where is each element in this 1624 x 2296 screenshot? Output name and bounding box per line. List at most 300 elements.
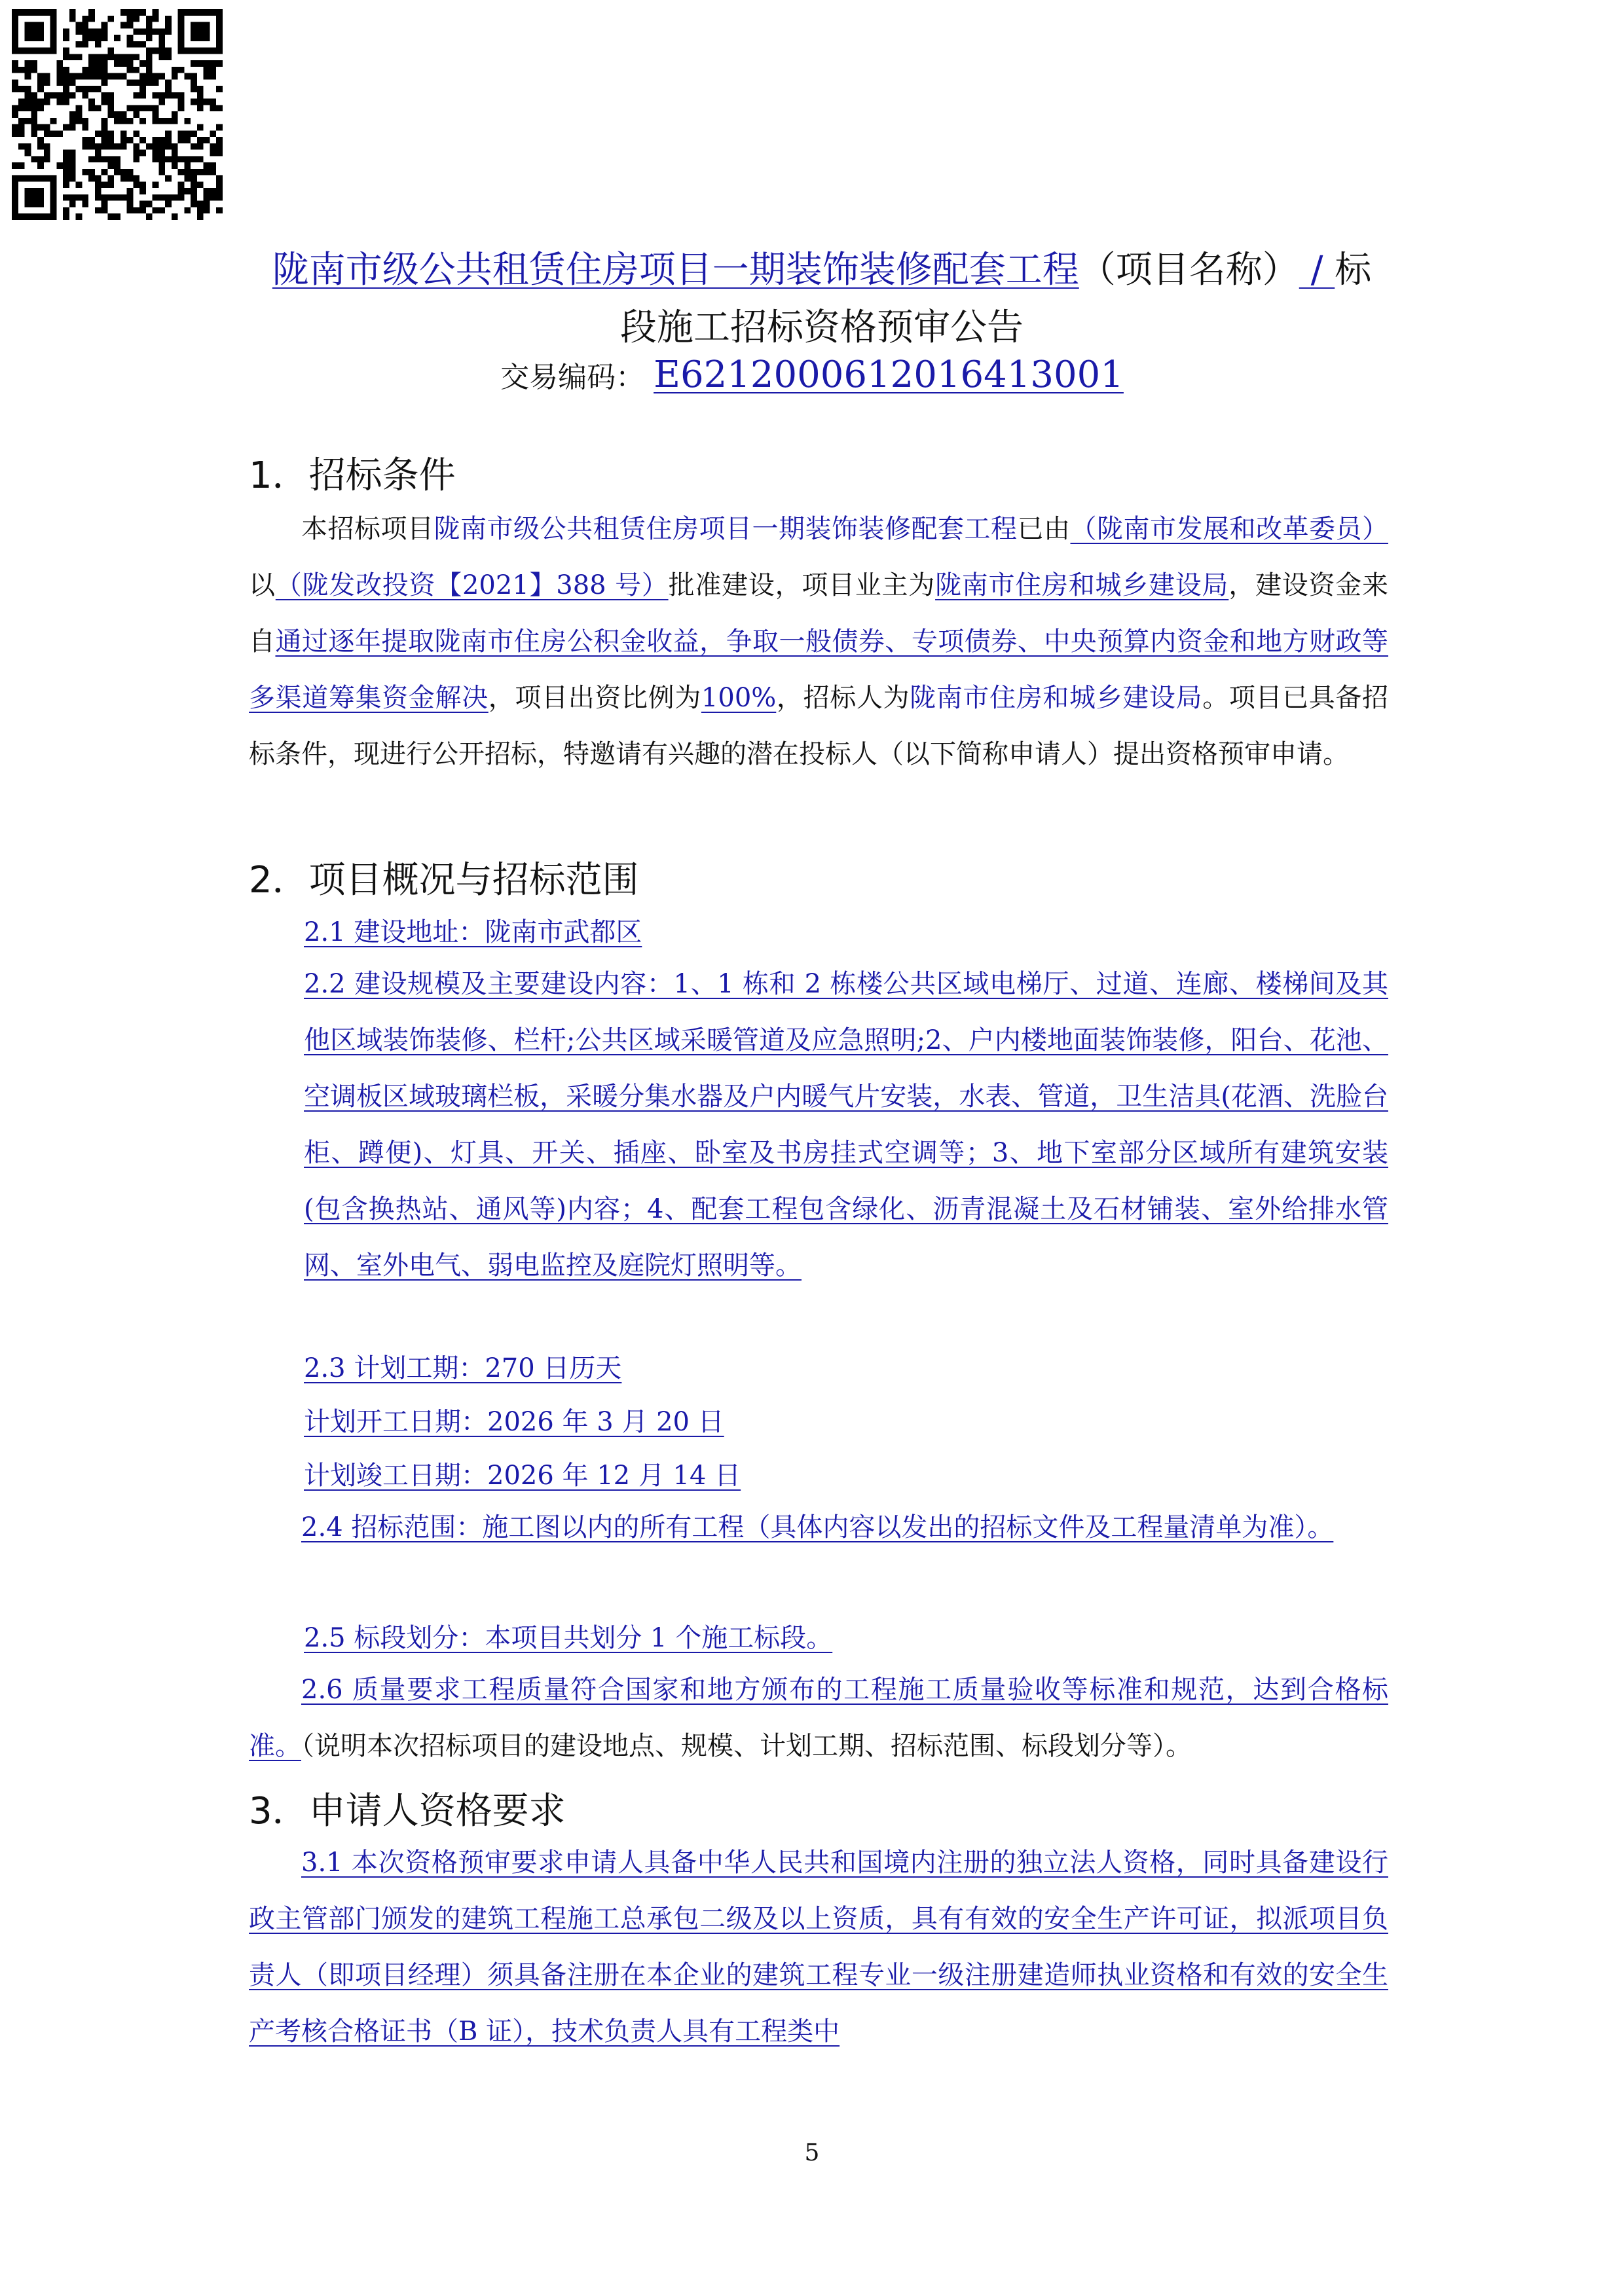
qr-module [172,143,178,150]
qr-module [120,22,127,29]
qr-module [216,181,223,188]
qr-module [139,207,146,213]
qr-module [158,99,165,105]
qr-module [69,16,76,22]
qr-code [12,9,223,220]
section-1-body [249,501,1388,782]
qr-module [204,35,210,41]
qr-module [158,54,165,60]
qr-module [191,181,197,188]
qr-module [120,169,127,175]
qr-module [101,54,108,60]
qr-module [69,194,76,201]
qr-module [37,22,44,29]
qr-module [127,188,134,194]
qr-module [63,169,69,175]
qr-module [82,86,88,92]
s1-text: ，招标人为 [776,683,910,713]
approval-number-field: （陇发改投资【2021】388 号） [275,570,669,600]
qr-module [216,207,223,213]
qr-module [69,73,76,80]
qr-module [165,16,172,22]
qr-module [76,118,83,124]
qr-module [153,28,159,35]
qr-module [95,54,101,60]
qr-module [88,16,95,22]
qr-module [63,181,69,188]
qr-module [37,201,44,208]
qr-module [127,79,134,86]
qr-module [50,9,57,16]
qr-module [197,92,204,99]
qr-module [107,111,114,118]
qr-module [101,143,108,150]
qr-module [95,188,101,194]
qr-module [158,92,165,99]
qr-module [76,41,83,48]
qr-module [191,22,197,29]
qr-module [56,162,63,169]
qr-module [88,35,95,41]
qr-module [184,169,191,175]
qr-module [88,143,95,150]
qr-module [184,162,191,169]
qr-module [114,73,120,80]
qr-module [82,118,88,124]
qr-module [50,92,57,99]
qr-module [12,162,18,169]
qr-module [82,137,88,143]
qr-module [158,28,165,35]
bid-scope: 2.4 招标范围：施工图以内的所有工程（具体内容以发出的招标文件及工程量清单为准）。 [301,1512,1334,1542]
qr-module [95,175,101,182]
qr-module [139,118,146,124]
qr-module [191,169,197,175]
qr-module [37,188,44,194]
page-number: 5 [804,2140,820,2166]
qr-module [37,213,44,220]
qr-module [197,169,204,175]
qr-module [37,194,44,201]
qr-module [139,41,146,48]
qr-module [158,137,165,143]
qr-module [25,143,31,150]
qr-module [153,156,159,162]
qr-module [146,22,153,29]
qr-module [127,67,134,73]
qr-module [95,105,101,111]
qr-module [63,156,69,162]
planned-duration: 2.3 计划工期：270 日历天 [304,1353,622,1383]
qr-module [133,67,139,73]
qr-module [197,201,204,208]
qr-module [204,67,210,73]
qr-module [146,143,153,150]
qr-module [165,175,172,182]
qr-module [31,118,37,124]
qr-module [197,143,204,150]
qr-module [76,194,83,201]
qr-module [37,143,44,150]
qr-module [139,60,146,67]
qr-module [127,175,134,182]
qr-module [25,92,31,99]
qr-module [101,181,108,188]
qr-module [12,175,18,182]
qr-module [44,48,50,54]
qr-module [204,9,210,16]
qr-module [133,79,139,86]
qr-module [107,48,114,54]
qr-module [63,28,69,35]
qr-module [82,35,88,41]
qr-module [146,48,153,54]
planned-end-date: 计划竣工日期：2026 年 12 月 14 日 [304,1461,741,1491]
qr-module [31,201,37,208]
qr-module [191,73,197,80]
qr-module [158,156,165,162]
qr-module [204,137,210,143]
qr-module [216,105,223,111]
qr-module [216,28,223,35]
qr-module [114,213,120,220]
qr-module [12,35,18,41]
qr-module [210,67,216,73]
qr-module [25,150,31,156]
qr-module [172,213,178,220]
qr-module [146,105,153,111]
qr-module [101,201,108,208]
qr-module [37,156,44,162]
qr-module [127,118,134,124]
qr-module [139,137,146,143]
qr-module [153,48,159,54]
qr-module [153,150,159,156]
qr-module [69,150,76,156]
qr-module [133,207,139,213]
qr-module [37,48,44,54]
qr-module [114,60,120,67]
quality-note: （说明本次招标项目的建设地点、规模、计划工期、招标范围、标段划分等）。 [301,1731,1192,1761]
qr-module [178,99,185,105]
qr-module [204,22,210,29]
qr-module [178,130,185,137]
qr-module [25,213,31,220]
qr-module [37,99,44,105]
qr-module [216,143,223,150]
qr-module [191,28,197,35]
qr-module [31,92,37,99]
qr-module [12,22,18,29]
qr-module [197,86,204,92]
qr-module [127,207,134,213]
qr-module [146,35,153,41]
qr-module [165,118,172,124]
qr-module [76,28,83,35]
qr-module [216,194,223,201]
qr-module [88,9,95,16]
s1-text: 以 [249,570,276,600]
qr-module [178,169,185,175]
qr-module [191,143,197,150]
qr-module [210,9,216,16]
qr-module [178,105,185,111]
qr-module [153,118,159,124]
quality-requirement [249,1662,1388,1774]
qr-module [114,54,120,60]
qr-module [82,22,88,29]
qr-module [210,48,216,54]
qr-module [18,105,25,111]
qr-module [172,118,178,124]
qr-module [31,67,37,73]
qr-module [178,137,185,143]
qr-module [191,79,197,86]
qr-module [12,41,18,48]
qr-module [120,54,127,60]
qr-module [133,28,139,35]
qr-module [82,16,88,22]
qr-module [44,150,50,156]
qr-module [37,79,44,86]
qr-module [76,54,83,60]
qr-module [172,111,178,118]
qr-module [88,175,95,182]
qr-module [31,175,37,182]
qr-module [82,194,88,201]
qr-module [197,207,204,213]
qr-module [50,201,57,208]
qr-module [50,35,57,41]
qr-module [76,22,83,29]
qr-module [197,124,204,131]
qr-module [12,28,18,35]
qr-module [184,130,191,137]
qr-module [31,22,37,29]
qr-module [63,175,69,182]
qr-module [12,201,18,208]
qr-module [31,130,37,137]
qr-module [184,207,191,213]
qr-module [44,175,50,182]
qr-module [95,41,101,48]
qr-module [139,105,146,111]
qr-module [210,60,216,67]
qr-module [133,130,139,137]
qr-module [63,79,69,86]
qr-module [184,118,191,124]
qr-module [139,181,146,188]
qr-module [37,175,44,182]
qr-module [114,162,120,169]
qr-module [12,194,18,201]
qr-module [191,48,197,54]
qr-module [139,201,146,208]
qr-module [56,73,63,80]
qr-module [37,73,44,80]
qr-module [153,92,159,99]
planned-start-date: 计划开工日期：2026 年 3 月 20 日 [304,1407,724,1437]
qr-module [107,194,114,201]
qr-module [95,130,101,137]
qr-module [184,137,191,143]
qr-module [12,130,18,137]
qr-module [50,188,57,194]
qr-module [216,150,223,156]
qr-module [172,194,178,201]
quality-text: 2.6 质量要求工程质量符合国家和地方颁布的工程施工质量验收等标准和规范，达到合格标准。 [249,1675,1388,1761]
qr-module [114,156,120,162]
qr-module [216,188,223,194]
qr-module [25,28,31,35]
qr-module [120,73,127,80]
qr-module [95,150,101,156]
qr-module [197,22,204,29]
qr-module [197,28,204,35]
qr-module [107,92,114,99]
qr-module [18,99,25,105]
qr-module [12,16,18,22]
qr-module [63,86,69,92]
qr-module [95,156,101,162]
qr-module [56,67,63,73]
qr-module [18,9,25,16]
qr-module [197,181,204,188]
qr-module [95,86,101,92]
qr-module [146,73,153,80]
qr-module [204,28,210,35]
qr-module [37,9,44,16]
qr-module [25,73,31,80]
qr-module [25,99,31,105]
qr-module [191,86,197,92]
qr-module [76,181,83,188]
qr-module [63,162,69,169]
qr-module [50,130,57,137]
qr-module [95,143,101,150]
qr-module [114,169,120,175]
qr-module [50,41,57,48]
qr-module [63,35,69,41]
qr-module [25,194,31,201]
qr-module [82,201,88,208]
qr-module [158,35,165,41]
qr-module [69,175,76,182]
qr-module [25,35,31,41]
qr-module [82,92,88,99]
qr-module [120,130,127,137]
qr-module [50,194,57,201]
transaction-code-label: 交易编码： [500,361,645,394]
qr-module [184,156,191,162]
qr-module [44,156,50,162]
qr-module [210,73,216,80]
qr-module [210,194,216,201]
qr-module [50,16,57,22]
owner-field: 陇南市住房和城乡建设局 [935,570,1229,600]
qr-module [25,48,31,54]
qr-module [153,207,159,213]
qr-module [50,48,57,54]
qr-module [127,16,134,22]
qr-module [37,86,44,92]
qr-module [63,194,69,201]
qr-module [44,143,50,150]
qr-module [63,92,69,99]
qr-module [178,28,185,35]
qr-module [178,194,185,201]
qr-module [178,41,185,48]
qr-module [133,16,139,22]
qr-module [204,194,210,201]
qr-module [25,201,31,208]
s1-text: 已由 [1017,514,1071,544]
qr-module [146,67,153,73]
qr-module [172,67,178,73]
qr-module [101,28,108,35]
qr-module [69,156,76,162]
qr-module [204,188,210,194]
qr-module [172,156,178,162]
qr-module [204,169,210,175]
qr-module [12,181,18,188]
qr-module [184,175,191,182]
qr-module [56,92,63,99]
qr-module [107,175,114,182]
qr-module [25,86,31,92]
qr-module [216,60,223,67]
qr-module [37,162,44,169]
qr-module [63,73,69,80]
qr-module [95,207,101,213]
qr-module [18,130,25,137]
qr-module [153,9,159,16]
qr-module [158,162,165,169]
qr-module [101,137,108,143]
qr-module [101,207,108,213]
qr-module [178,48,185,54]
qr-module [120,137,127,143]
qr-module [44,9,50,16]
qr-module [165,79,172,86]
qr-module [153,16,159,22]
qr-module [184,73,191,80]
approver-field: （陇南市发展和改革委员） [1070,514,1388,544]
qr-module [216,16,223,22]
s1-text: ，建设资金来自 [249,570,1389,657]
qr-module [69,92,76,99]
qr-module [56,130,63,137]
qr-module [127,9,134,16]
qr-module [210,169,216,175]
qr-module [191,188,197,194]
qr-module [44,130,50,137]
construction-address: 2.1 建设地址：陇南市武都区 [304,917,642,947]
qr-module [133,9,139,16]
qr-module [63,207,69,213]
project-name-link[interactable]: 陇南市级公共租赁住房项目一期装饰装修配套工程 [272,249,1079,291]
qr-module [120,60,127,67]
qr-module [31,60,37,67]
qr-module [31,194,37,201]
qr-module [197,35,204,41]
qr-module [18,175,25,182]
qr-module [133,150,139,156]
qr-module [82,73,88,80]
qr-module [18,162,25,169]
qr-module [146,201,153,208]
qr-module [165,86,172,92]
